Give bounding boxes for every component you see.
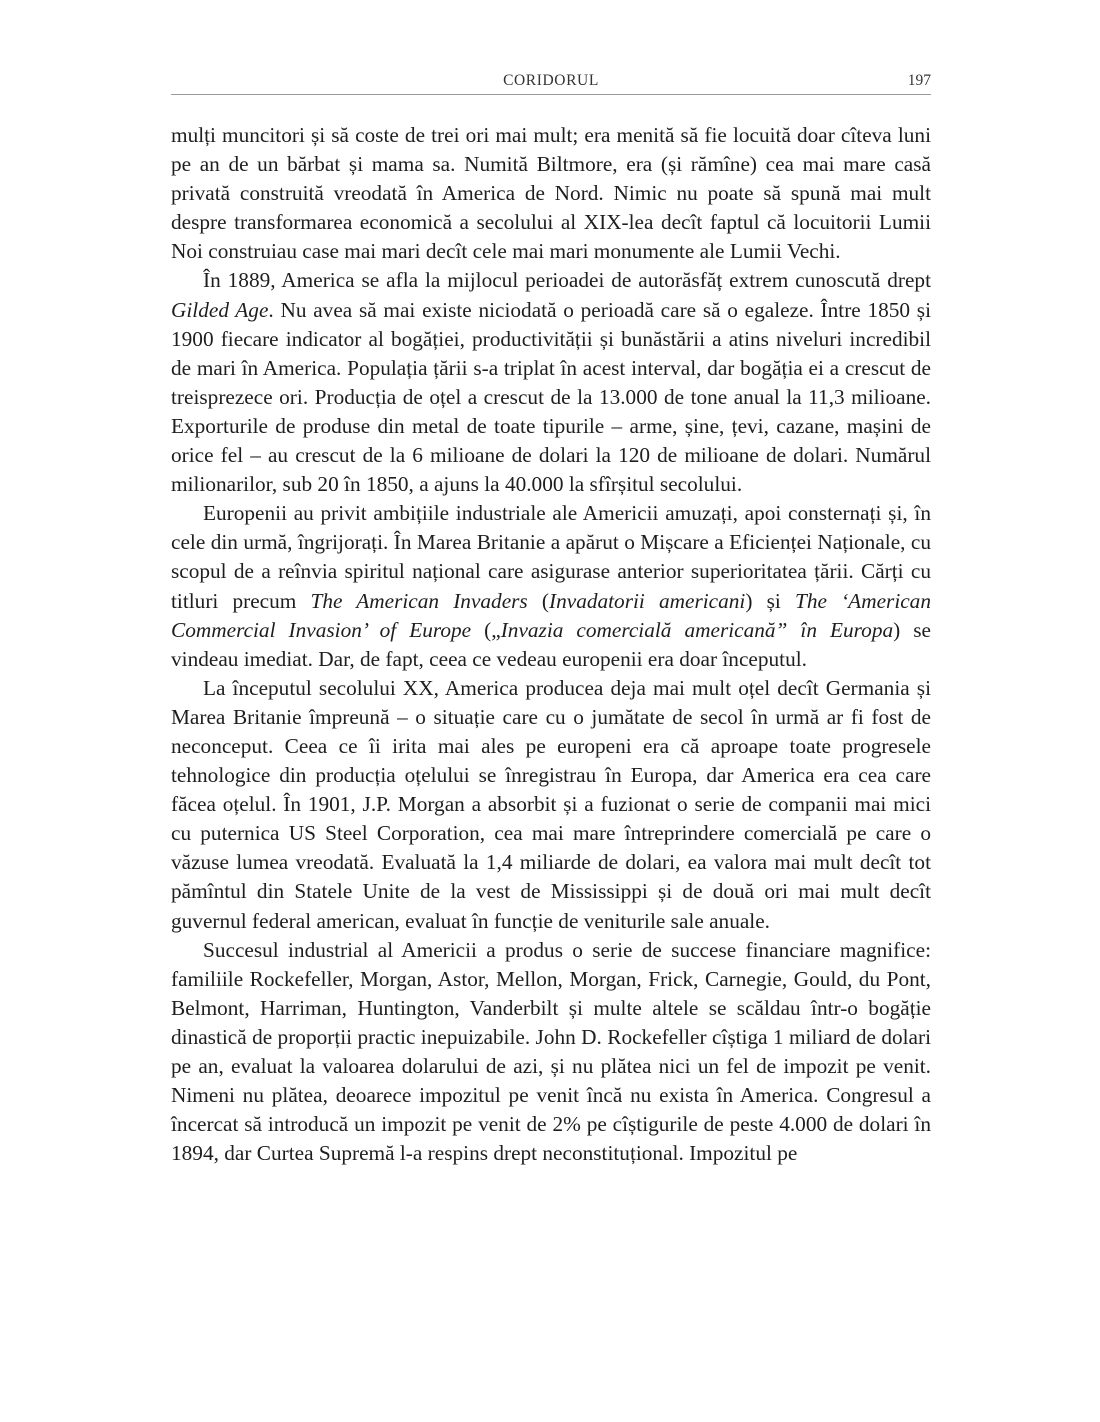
running-header — [171, 72, 931, 95]
text-run: ) se vindeau imediat. Dar, de fapt, ceea ce vedeau europenii era doar începutul. — [171, 617, 931, 671]
text-run: La începutul secolului XX, America producea deja mai mult oțel decît Germania și Marea Britanie împreună – o situație care cu o jumătate de secol în urmă ar fi fost de neconceput. Ceea ce îi irita mai ales pe europeni era că aproape toate progresele tehnologice din producția oțelului se înregistrau în Europa, dar America era cea care făcea oțelul. În 1901, J.P. Morgan a absorbit și a fuzionat o serie de companii mai mici cu puternica US Steel Corporation, cea mai mare întreprindere comercială pe care o văzuse lumea vreodată. Evaluată la 1,4 miliarde de dolari, ea valora mai mult decît tot pămîntul din Statele Unite de la vest de Mississippi și de două ori mai mult decît guvernul federal american, evaluat în funcție de veniturile sale anuale. — [171, 675, 931, 933]
text-run: Succesul industrial al Americii a produs o serie de succese financiare magnifice: familiile Rockefeller, Morgan, Astor, Mellon, Morgan, Frick, Carnegie, Gould, du Pont, Belmont, Harriman, Huntington, Vanderbilt și multe altele se scăldau într-o bogăție dinastică de proporții practic inepuizabile. John D. Rockefeller cîștiga 1 miliard de dolari pe an, evaluat la valoarea dolarului de azi, și nu plătea nici un fel de impozit pe venit. Nimeni nu plătea, deoarece impozitul pe venit încă nu exista în America. Congresul a încercat să introducă un impozit pe venit de 2% pe cîștigurile de peste 4.000 de dolari în 1894, dar Curtea Supremă l-a respins drept neconstituțional. Impozitul pe — [171, 937, 931, 1166]
text-run: Europenii au privit ambițiile industriale ale Americii amuzați, apoi consternați și, în cele din urmă, îngrijorați. În Marea Britanie a apărut o Mișcare a Eficienței Naționale, cu scopul de a reînvia spiritul național care asigurase anterior superioritatea țării. Cărți cu titluri precum — [171, 501, 931, 613]
text-run: În 1889, America se afla la mijlocul perioadei de autorăsfăț extrem cunoscută drept — [203, 268, 931, 293]
text-run: ( — [527, 588, 549, 613]
italic-title-text: The ‘American Commercial Invasion’ of Europe — [171, 588, 931, 642]
body-text — [171, 121, 931, 1168]
italic-title-text: Invadatorii americani — [549, 588, 746, 613]
text-run: („ — [471, 617, 501, 642]
paragraph — [171, 266, 931, 499]
text-run: ) și — [745, 588, 795, 613]
paragraph — [171, 674, 931, 936]
paragraph — [171, 121, 931, 266]
paragraph — [171, 499, 931, 674]
paragraph — [171, 936, 931, 1169]
page-number: 197 — [907, 72, 931, 89]
text-run: mulți muncitori și să coste de trei ori mai mult; era menită să fie locuită doar cîteva luni pe an de un bărbat și mama sa. Numită Biltmore, era (și rămîne) cea mai mare casă privată construită vreodată în America de Nord. Nimic nu poate să spună mai mult despre transformarea economică a secolului al XIX-lea decît faptul că locuitorii Lumii Noi construiau case mai mari decît cele mai mari monumente ale Lumii Vechi. — [171, 123, 931, 264]
running-title: CORIDORUL — [503, 72, 599, 89]
italic-title-text: Invazia comercială americană” în Europa — [500, 617, 894, 642]
italic-title-text: Gilded Age — [171, 297, 269, 322]
text-run: . Nu avea să mai existe niciodată o perioadă care să o egaleze. Între 1850 și 1900 fiecare indicator al bogăției, productivității și bunăstării a atins niveluri incredibil de mari în America. Populația țării s-a triplat în acest interval, dar bogăția ei a crescut de treisprezece ori. Producția de oțel a crescut de la 13.000 de tone anual la 11,3 milioane. Exporturile de produse din metal de toate tipurile – arme, șine, țevi, cazane, mașini de orice fel – au crescut de la 6 milioane de dolari la 120 de milioane de dolari. Numărul milionarilor, sub 20 în 1850, a ajuns la 40.000 la sfîrșitul secolului. — [171, 297, 931, 497]
italic-title-text: The American Invaders — [310, 588, 528, 613]
